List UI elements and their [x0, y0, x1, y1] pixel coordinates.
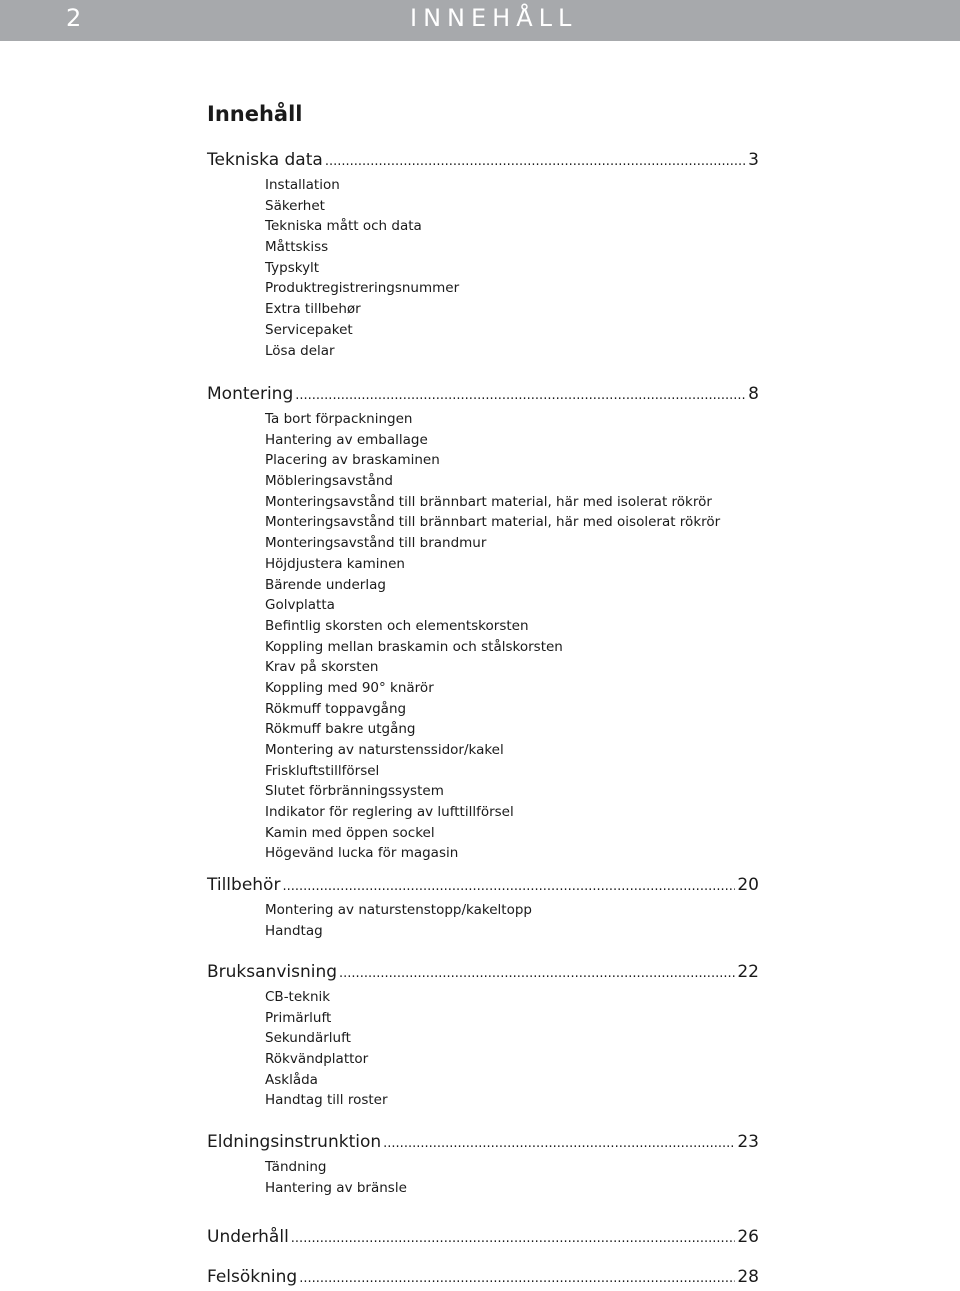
toc-sub-item[interactable]: Primärluft: [265, 1009, 332, 1026]
toc-sub-item[interactable]: Asklåda: [265, 1071, 318, 1088]
dot-leader: [299, 1267, 735, 1291]
toc-sub-item[interactable]: Extra tillbehør: [265, 301, 361, 318]
toc-sub-list: [265, 900, 759, 941]
toc-sub-item[interactable]: CB-teknik: [265, 989, 331, 1005]
toc-page-number: 22: [737, 962, 759, 982]
toc-sub-item[interactable]: Indikator för reglering av lufttillförsel: [265, 804, 514, 821]
toc-sub-item[interactable]: Befintlig skorsten och elementskorsten: [265, 617, 529, 634]
toc-sub-item[interactable]: Rökmuff bakre utgång: [265, 721, 416, 738]
toc-page-number: 8: [748, 384, 759, 404]
toc-sub-item[interactable]: Koppling med 90° knärör: [265, 679, 434, 696]
toc-sub-item[interactable]: Friskluftstillförsel: [265, 762, 380, 779]
toc-section: [207, 1225, 759, 1249]
dot-leader: [291, 1227, 736, 1251]
toc-sub-item[interactable]: Hantering av emballage: [265, 431, 428, 448]
toc-page-number: 26: [737, 1227, 759, 1247]
toc-sub-item[interactable]: Montering av naturstenssidor/kakel: [265, 742, 504, 758]
toc-section-row[interactable]: [207, 1265, 759, 1289]
toc-sub-item[interactable]: Möbleringsavstånd: [265, 473, 393, 490]
toc-sub-item[interactable]: Handtag: [265, 922, 323, 939]
toc-sub-item[interactable]: Högevänd lucka för magasin: [265, 845, 459, 862]
dot-leader: [295, 384, 746, 408]
toc-sub-item[interactable]: Produktregistreringsnummer: [265, 280, 460, 297]
toc-sub-item[interactable]: Bärende underlag: [265, 576, 386, 593]
toc-section-label: Underhåll: [207, 1227, 289, 1247]
toc-section-row[interactable]: [207, 382, 759, 406]
toc-page-number: 3: [748, 150, 759, 170]
toc-sub-list: [265, 987, 759, 1111]
toc-sub-item[interactable]: Typskylt: [265, 259, 320, 276]
toc-sub-item[interactable]: Säkerhet: [265, 197, 325, 214]
toc-section: [207, 1130, 759, 1198]
toc-sub-item[interactable]: Lösa delar: [265, 342, 335, 359]
toc-section-row[interactable]: [207, 1225, 759, 1249]
toc-sub-item[interactable]: Placering av braskaminen: [265, 452, 440, 469]
toc-sub-item[interactable]: Montering av naturstenstopp/kakeltopp: [265, 902, 532, 918]
toc-section: [207, 960, 759, 1111]
toc-section-label: Eldningsinstrunktion: [207, 1132, 382, 1152]
toc-section-label: Bruksanvisning: [207, 962, 338, 982]
header-band: [0, 0, 960, 41]
toc-sub-item[interactable]: Installation: [265, 177, 340, 193]
toc-sub-item[interactable]: Krav på skorsten: [265, 659, 379, 676]
toc-sub-item[interactable]: Slutet förbränningssystem: [265, 783, 444, 800]
toc-sub-item[interactable]: Koppling mellan braskamin och stålskorsten: [265, 638, 563, 655]
toc-sub-item[interactable]: Ta bort förpackningen: [265, 411, 413, 427]
toc-section-label: Tillbehör: [207, 875, 281, 895]
toc-page-number: 28: [737, 1267, 759, 1287]
toc-sub-item[interactable]: Tekniska mått och data: [265, 218, 422, 235]
dot-leader: [383, 1132, 735, 1156]
toc-section-label: Tekniska data: [207, 150, 323, 170]
toc-sub-item[interactable]: Höjdjustera kaminen: [265, 555, 405, 572]
toc-sub-item[interactable]: Rökmuff toppavgång: [265, 700, 407, 717]
page-number: 2: [66, 4, 82, 32]
toc-sub-item[interactable]: Handtag till roster: [265, 1092, 388, 1109]
toc-section-label: Felsökning: [207, 1267, 298, 1287]
toc-sub-item[interactable]: Hantering av bränsle: [265, 1179, 407, 1196]
dot-leader: [325, 150, 746, 174]
toc-page-number: 20: [737, 875, 759, 895]
toc-section: [207, 148, 759, 361]
toc-sub-item[interactable]: Sekundärluft: [265, 1030, 351, 1047]
toc-sub-item[interactable]: Servicepaket: [265, 321, 353, 338]
toc-section: [207, 1265, 759, 1289]
toc-section: [207, 873, 759, 941]
toc-sub-item[interactable]: Rökvändplattor: [265, 1051, 369, 1068]
dot-leader: [282, 875, 735, 899]
toc-section-label: Montering: [207, 384, 294, 404]
toc-section-row[interactable]: [207, 960, 759, 984]
toc-section-row[interactable]: [207, 873, 759, 897]
dot-leader: [339, 962, 735, 986]
toc-page-number: 23: [737, 1132, 759, 1152]
toc-sub-list: [265, 175, 759, 361]
toc-section-row[interactable]: [207, 1130, 759, 1154]
toc-sub-item[interactable]: Monteringsavstånd till brandmur: [265, 535, 487, 552]
toc-sub-list: [265, 409, 759, 864]
toc-sub-item[interactable]: Tändning: [265, 1159, 327, 1175]
toc-sub-item[interactable]: Monteringsavstånd till brännbart material, här med isolerat rökrör: [265, 493, 712, 510]
toc-section: [207, 382, 759, 864]
header-title: INNEHÅLL: [410, 4, 578, 32]
toc-sub-list: [265, 1157, 759, 1198]
toc-sub-item[interactable]: Monteringsavstånd till brännbart material, här med oisolerat rökrör: [265, 514, 721, 531]
toc-sub-item[interactable]: Kamin med öppen sockel: [265, 824, 435, 841]
page-title: Innehåll: [207, 102, 303, 126]
toc-sub-item[interactable]: Golvplatta: [265, 597, 335, 614]
toc-sub-item[interactable]: Måttskiss: [265, 239, 329, 256]
toc-section-row[interactable]: [207, 148, 759, 172]
